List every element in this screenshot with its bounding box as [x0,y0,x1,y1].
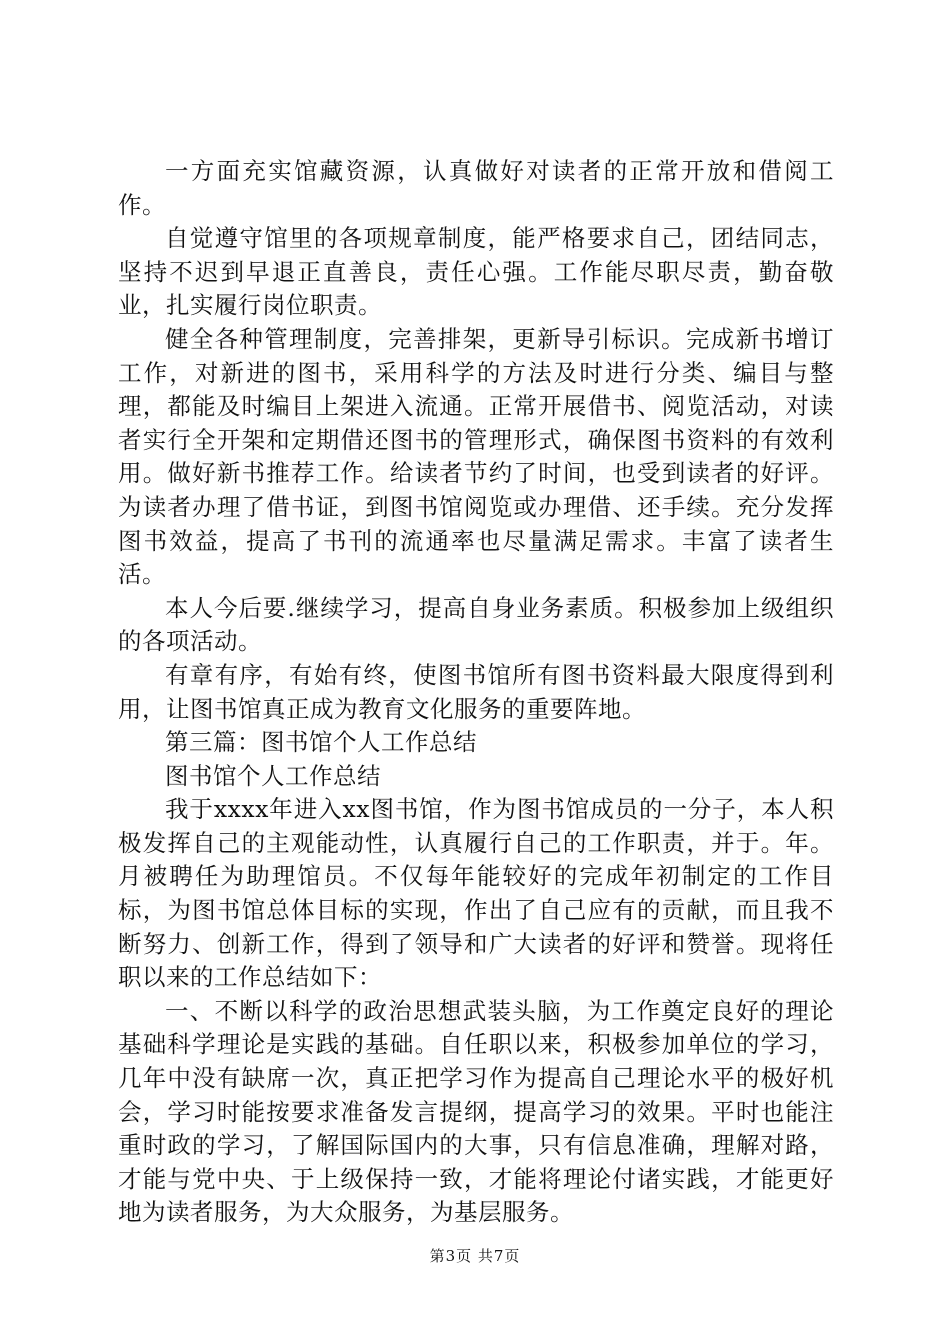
paragraph-introduction: 我于xxxx年进入xx图书馆，作为图书馆成员的一分子，本人积极发挥自己的主观能动性，认真履行自己的工作职责，并于。年。月被聘任为助理馆员。不仅每年能较好的完成年初制定的工作目标，为图书馆总体目标的实现，作出了自己应有的贡献，而且我不断努力、创新工作，得到了领导和广大读者的好评和赞誉。现将任职以来的工作总结如下： [118,795,834,992]
paragraph-political-study: 一、不断以科学的政治思想武装头脑，为工作奠定良好的理论基础科学理论是实践的基础。自任职以来，积极参加单位的学习，几年中没有缺席一次，真正把学习作为提高自己理论水平的极好机会，学习时能按要求准备发言提纲，提高学习的效果。平时也能注重时政的学习，了解国际国内的大事，只有信息准确，理解对路，才能与党中央、于上级保持一致，才能将理论付诸实践，才能更好地为读者服务，为大众服务，为基层服务。 [118,996,834,1227]
document-body [118,155,834,1230]
paragraph-orderly-use: 有章有序，有始有终，使图书馆所有图书资料最大限度得到利用，让图书馆真正成为教育文化服务的重要阵地。 [118,660,834,723]
page-number-footer: 第3页 共7页 [429,1247,521,1265]
section-subtitle: 图书馆个人工作总结 [165,761,381,790]
paragraph-future-study: 本人今后要.继续学习，提高自身业务素质。积极参加上级组织的各项活动。 [118,593,834,656]
section-heading: 第三篇：图书馆个人工作总结 [165,728,477,757]
paragraph-reading-service: 一方面充实馆藏资源，认真做好对读者的正常开放和借阅工作。 [118,157,834,219]
paragraph-rules-discipline: 自觉遵守馆里的各项规章制度，能严格要求自己，团结同志，坚持不迟到早退正直善良，责任心强。工作能尽职尽责，勤奋敬业，扎实履行岗位职责。 [118,224,834,320]
paragraph-management-system: 健全各种管理制度，完善排架，更新导引标识。完成新书增订工作，对新进的图书，采用科学的方法及时进行分类、编目与整理，都能及时编目上架进入流通。正常开展借书、阅览活动，对读者实行全开架和定期借还图书的管理形式，确保图书资料的有效利用。做好新书推荐工作。给读者节约了时间，也受到读者的好评。为读者办理了借书证，到图书馆阅览或办理借、还手续。充分发挥图书效益，提高了书刊的流通率也尽量满足需求。丰富了读者生活。 [118,324,834,589]
